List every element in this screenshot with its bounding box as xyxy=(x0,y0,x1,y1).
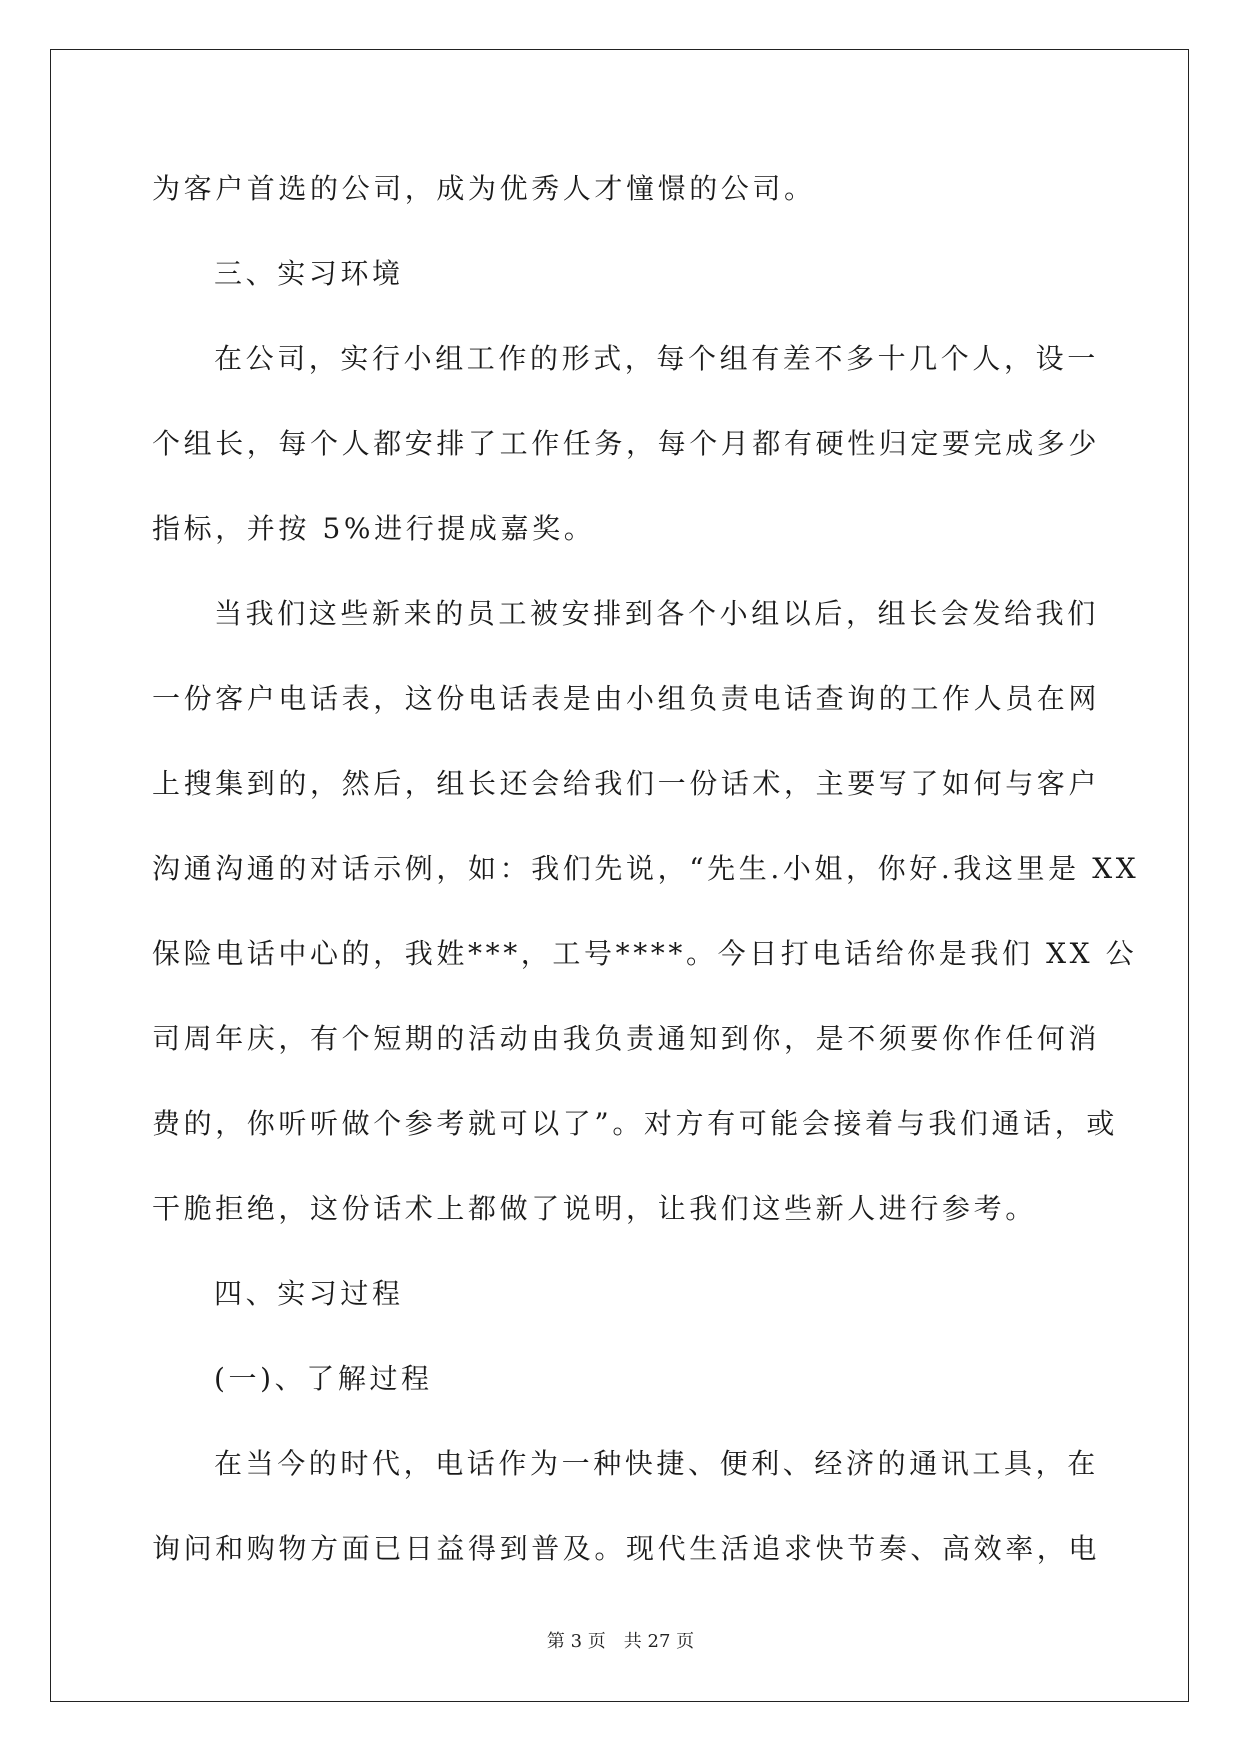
text-line: 个组长，每个人都安排了工作任务，每个月都有硬性归定要完成多少 xyxy=(152,427,1101,460)
text-line: 一份客户电话表，这份电话表是由小组负责电话查询的工作人员在网 xyxy=(152,682,1101,715)
text-line: 费的，你听听做个参考就可以了”。对方有可能会接着与我们通话，或 xyxy=(152,1107,1118,1140)
text-line: 司周年庆，有个短期的活动由我负责通知到你，是不须要你作任何消 xyxy=(152,1022,1101,1055)
text-line: 指标，并按 5%进行提成嘉奖。 xyxy=(152,512,596,545)
text-line: 干脆拒绝，这份话术上都做了说明，让我们这些新人进行参考。 xyxy=(152,1192,1037,1225)
text-line: 上搜集到的，然后，组长还会给我们一份话术，主要写了如何与客户 xyxy=(152,767,1101,800)
text-line: 为客户首选的公司，成为优秀人才憧憬的公司。 xyxy=(152,172,816,205)
section-heading-internship-environment: 三、实习环境 xyxy=(214,257,404,290)
page-total: 共 27 页 xyxy=(623,1631,695,1652)
document-body xyxy=(152,146,1140,1591)
text-line: 沟通沟通的对话示例，如：我们先说，“先生.小姐，你好.我这里是 XX xyxy=(152,852,1140,885)
text-line: 保险电话中心的，我姓***，工号****。今日打电话给你是我们 XX 公 xyxy=(152,937,1138,970)
text-line: 当我们这些新来的员工被安排到各个小组以后，组长会发给我们 xyxy=(214,597,1099,630)
section-heading-internship-process: 四、实习过程 xyxy=(214,1277,404,1310)
text-line: 在当今的时代，电话作为一种快捷、便利、经济的通讯工具，在 xyxy=(214,1447,1099,1480)
page-number: 第 3 页 xyxy=(546,1631,606,1652)
page-footer xyxy=(0,1627,1241,1653)
text-line: 在公司，实行小组工作的形式，每个组有差不多十几个人，设一 xyxy=(214,342,1099,375)
subsection-heading-understanding: (一)、了解过程 xyxy=(214,1362,433,1395)
text-line: 询问和购物方面已日益得到普及。现代生活追求快节奏、高效率，电 xyxy=(152,1532,1101,1565)
